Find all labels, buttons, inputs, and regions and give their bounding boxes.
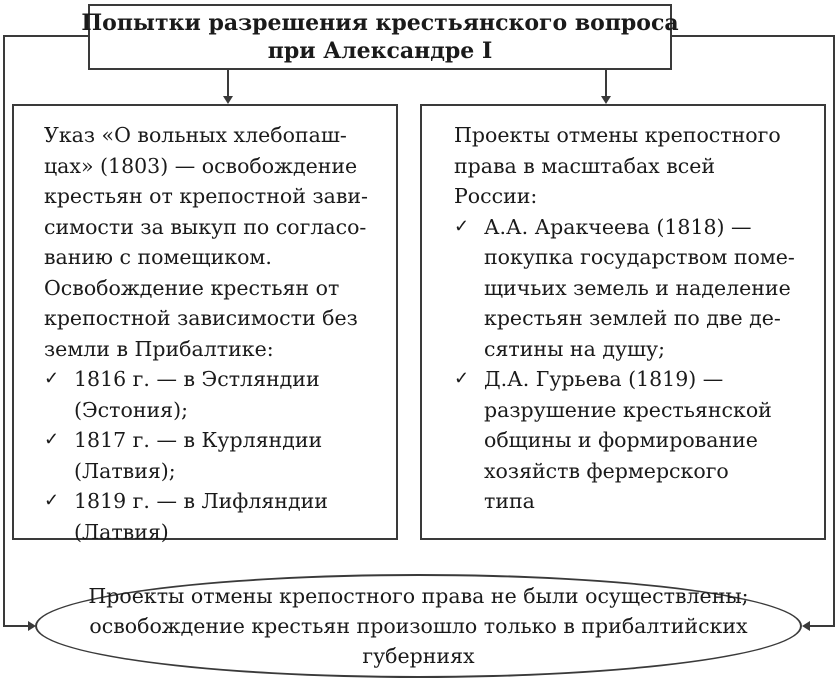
check-icon: ✓ <box>44 429 60 450</box>
left-intro-line: ванию с помещиком. <box>44 245 272 269</box>
check-icon: ✓ <box>44 490 60 511</box>
conclusion-ellipse <box>35 574 802 678</box>
list-item-line: Д.А. Гурьева (1819) — <box>484 367 724 391</box>
list-item <box>44 425 386 486</box>
list-item-line: (Эстония); <box>74 397 189 422</box>
list-item-line: хозяйств фермерского <box>484 458 729 483</box>
list-item-line: разрушение крестьянской <box>484 397 772 422</box>
left-intro-line: крепостной зависимости без <box>44 306 358 330</box>
conclusion-line: Проекты отмены крепостного права не были осуществлены; <box>88 584 749 608</box>
check-icon: ✓ <box>454 215 470 237</box>
left-intro-line: Указ «О вольных хлебопаш- <box>44 123 347 147</box>
left-intro-line: симости за выкуп по согласо- <box>44 214 367 239</box>
check-icon: ✓ <box>454 368 470 389</box>
list-item-line: 1819 г. — в Лифляндии <box>74 489 328 513</box>
title-line-1: Попытки разрешения крестьянского вопроса <box>81 10 679 36</box>
list-item-line: 1816 г. — в Эстляндии <box>74 367 320 391</box>
list-item <box>454 212 814 365</box>
arrowhead-left-panel <box>223 96 233 104</box>
title-box <box>81 4 679 70</box>
list-item-line: сятины на душу; <box>484 336 666 361</box>
left-intro-line: земли в Прибалтике: <box>44 336 274 361</box>
list-item-line: щичьих земель и наделение <box>484 275 791 300</box>
conclusion-line: губерниях <box>362 644 475 668</box>
list-item-line: 1817 г. — в Курляндии <box>74 428 323 452</box>
left-intro-line: цах» (1803) — освобождение <box>44 153 358 178</box>
list-item-line: типа <box>484 489 535 513</box>
left-intro-line: Освобождение крестьян от <box>44 275 340 300</box>
list-item-line: (Латвия) <box>74 519 169 544</box>
list-item-line: (Латвия); <box>74 458 176 483</box>
list-item-line: покупка государством поме- <box>484 245 795 269</box>
list-item <box>454 364 814 517</box>
left-intro-line: крестьян от крепостной зави- <box>44 184 368 208</box>
arrowhead-ellipse-right <box>802 621 810 631</box>
check-icon: ✓ <box>44 368 60 389</box>
right-intro-line: права в масштабах всей <box>454 153 716 178</box>
right-intro-line: Проекты отмены крепостного <box>454 123 781 147</box>
arrowhead-right-panel <box>601 96 611 104</box>
left-panel <box>12 104 398 544</box>
right-intro-line: России: <box>454 184 538 208</box>
list-item-line: общины и формирование <box>484 428 758 452</box>
list-item-line: крестьян землей по две де- <box>484 306 781 330</box>
list-item <box>44 364 386 425</box>
right-panel <box>420 104 826 540</box>
list-item <box>44 486 386 547</box>
conclusion-line: освобождение крестьян произошло только в прибалтийских <box>89 614 748 638</box>
title-line-2: при Александре I <box>267 38 493 64</box>
list-item-line: А.А. Аракчеева (1818) — <box>484 214 752 239</box>
